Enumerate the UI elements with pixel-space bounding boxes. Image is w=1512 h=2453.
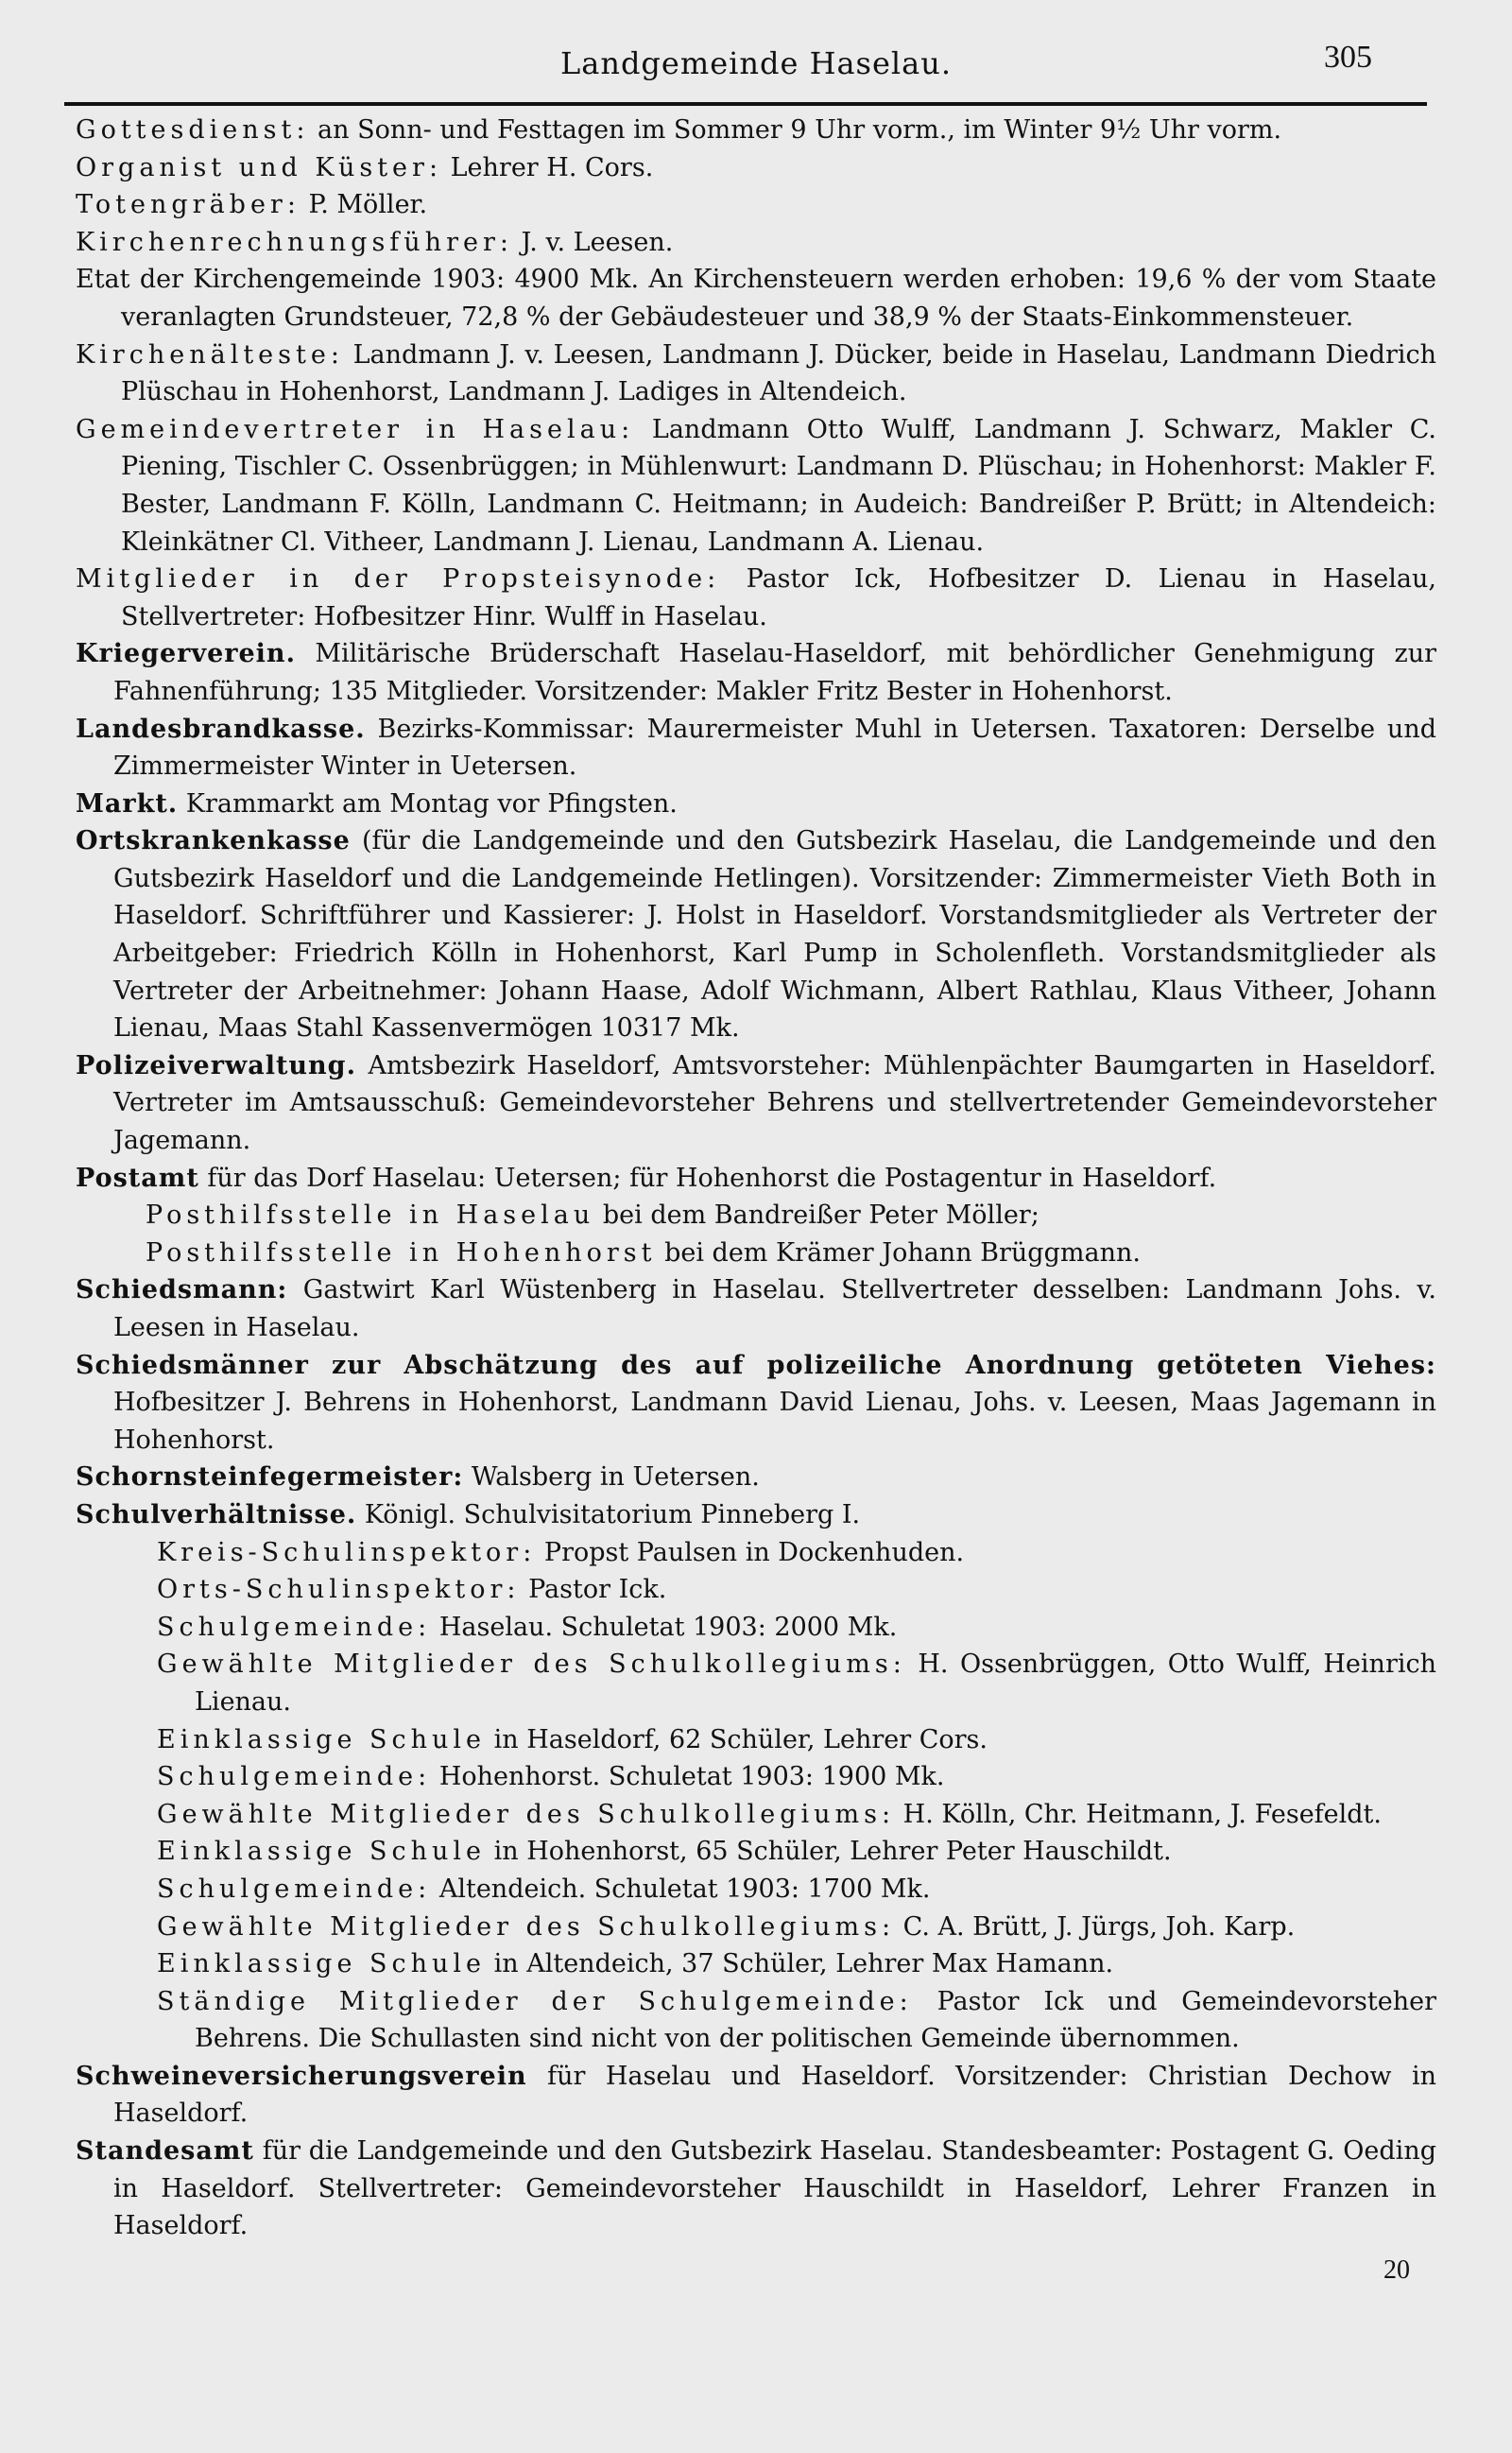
- entry-label: Posthilfsstelle in Haselau: [146, 1201, 595, 1231]
- entry-label: Markt.: [76, 788, 179, 819]
- entry-text: Militärische Brüderschaft Haselau-Haseldorf, mit behördlicher Genehmigung zur Fahnenführung; 135 Mitglieder. Vorsitzender: Makler Fritz Bester in Hohenhorst.: [113, 639, 1436, 706]
- entry-label: Gemeindevertreter in Haselau:: [76, 414, 635, 444]
- entry-label: Gewählte Mitglieder des Schulkollegiums:: [157, 1650, 906, 1680]
- entry-label: Schulgemeinde:: [157, 1612, 432, 1642]
- directory-entry: [76, 822, 1436, 1047]
- directory-entry: [76, 1534, 1436, 1572]
- entry-text: Pastor Ick und Gemeindevorsteher Behrens. Die Schullasten sind nicht von der politischen Gemeinde übernommen.: [195, 1986, 1436, 2054]
- directory-entry: [76, 1983, 1436, 2058]
- entry-text: für die Landgemeinde und den Gutsbezirk Haselau. Standesbeamter: Postagent G. Oeding in Haseldorf. Stellvertreter: Gemeindevorsteher Hauschildt in Haseldorf, Lehrer Franzen in Haseldorf.: [113, 2136, 1436, 2241]
- entry-label: Postamt: [76, 1163, 199, 1193]
- directory-entry: [76, 1160, 1436, 1198]
- entry-text: für Haselau und Haseldorf. Vorsitzender: Christian Dechow in Haseldorf.: [113, 2061, 1436, 2129]
- directory-entry: [76, 1796, 1436, 1834]
- entry-label: Standesamt: [76, 2136, 254, 2167]
- entry-label: Organist und Küster:: [76, 152, 443, 182]
- directory-entry: [76, 786, 1436, 823]
- entry-label: Gewählte Mitglieder des Schulkollegiums:: [157, 1911, 896, 1942]
- entry-text: bei dem Bandreißer Peter Möller;: [594, 1201, 1040, 1231]
- entry-label: Totengräber:: [76, 190, 301, 220]
- entry-label: Schornsteinfegermeister:: [76, 1462, 464, 1493]
- entry-label: Gewählte Mitglieder des Schulkollegiums:: [157, 1799, 896, 1829]
- directory-entry: [76, 561, 1436, 635]
- directory-entry: [76, 1758, 1436, 1796]
- directory-entry: [76, 186, 1436, 224]
- entry-label: Orts-Schulinspektor:: [157, 1575, 521, 1605]
- entry-label: Schulgemeinde:: [157, 1874, 432, 1904]
- entry-label: Schulgemeinde:: [157, 1762, 432, 1792]
- entry-label: Kreis-Schulinspektor:: [157, 1537, 537, 1567]
- directory-entry: [76, 1945, 1436, 1983]
- entry-label: Einklassige Schule: [157, 1949, 487, 1979]
- entry-label: Schulverhältnisse.: [76, 1499, 357, 1529]
- entry-label: Kriegerverein.: [76, 639, 296, 669]
- entry-text: Königl. Schulvisitatorium Pinneberg I.: [356, 1499, 861, 1529]
- entry-text: C. A. Brütt, J. Jürgs, Joh. Karp.: [895, 1911, 1296, 1942]
- directory-entry: [76, 2058, 1436, 2133]
- directory-entry: [76, 1909, 1436, 1946]
- entry-text: Hohenhorst. Schuletat 1903: 1900 Mk.: [431, 1762, 945, 1792]
- directory-entry: [76, 1496, 1436, 1534]
- directory-entry: [76, 1459, 1436, 1496]
- page-number: 305: [1324, 40, 1372, 75]
- directory-entry: [76, 1271, 1436, 1346]
- entry-text: Krammarkt am Montag vor Pfingsten.: [178, 788, 678, 819]
- entry-label: Landesbrandkasse.: [76, 714, 366, 744]
- directory-entry: [76, 1721, 1436, 1759]
- entry-text: Altendeich. Schuletat 1903: 1700 Mk.: [431, 1874, 931, 1904]
- directory-entry: [76, 149, 1436, 187]
- directory-entry: [76, 1047, 1436, 1160]
- entry-text: J. v. Leesen.: [512, 227, 674, 257]
- directory-entry: [76, 1571, 1436, 1609]
- directory-entry: [76, 337, 1436, 411]
- entry-text: Haselau. Schuletat 1903: 2000 Mk.: [431, 1612, 898, 1642]
- directory-entry: [76, 112, 1436, 149]
- entry-text: in Altendeich, 37 Schüler, Lehrer Max Hamann.: [486, 1949, 1114, 1979]
- entry-text: P. Möller.: [300, 190, 428, 220]
- directory-entry: [76, 261, 1436, 336]
- entry-text: für das Dorf Haselau: Uetersen; für Hohenhorst die Postagentur in Haseldorf.: [198, 1163, 1217, 1193]
- entry-label: Kirchenrechnungsführer:: [76, 227, 513, 257]
- directory-entries: [76, 112, 1436, 2245]
- entry-text: (für die Landgemeinde und den Gutsbezirk Haselau, die Landgemeinde und den Gutsbezirk Haseldorf und die Landgemeinde Hetlingen). Vorsitzender: Zimmermeister Vieth Both in Haseldorf. Schriftführer und Kassierer: J. Holst in Haseldorf. Vorstandsmitglieder als Vertreter der Arbeitgeber: Friedrich Kölln in Hohenhorst, Karl Pump in Scholenfleth. Vorstandsmitglieder als Vertreter der Arbeitnehmer: Johann Haase, Adolf Wichmann, Albert Rathlau, Klaus Vitheer, Johann Lienau, Maas Stahl Kassenvermögen 10317 Mk.: [113, 826, 1436, 1044]
- directory-entry: [76, 1235, 1436, 1272]
- directory-entry: [76, 2133, 1436, 2245]
- entry-label: Polizeiverwaltung.: [76, 1050, 356, 1080]
- directory-entry: [76, 1646, 1436, 1720]
- entry-text: bei dem Krämer Johann Brüggmann.: [656, 1237, 1141, 1268]
- entry-label: Schiedsmann:: [76, 1275, 288, 1305]
- entry-text: Landmann J. v. Leesen, Landmann J. Dücker, beide in Haselau, Landmann Diedrich Plüschau in Hohenhorst, Landmann J. Ladiges in Altendeich.: [121, 339, 1436, 407]
- signature-mark: 20: [1383, 2255, 1410, 2285]
- entry-text: H. Kölln, Chr. Heitmann, J. Fesefeldt.: [895, 1799, 1382, 1829]
- running-head-title: Landgemeinde Haselau.: [560, 45, 952, 81]
- entry-text: in Haseldorf, 62 Schüler, Lehrer Cors.: [486, 1724, 988, 1754]
- entry-label: Schiedsmänner zur Abschätzung des auf polizeiliche Anordnung getöteten Viehes:: [76, 1350, 1436, 1380]
- entry-text: Walsberg in Uetersen.: [463, 1462, 760, 1493]
- entry-text: Etat der Kirchengemeinde 1903: 4900 Mk. An Kirchensteuern werden erhoben: 19,6 % der vom Staate veranlagten Grundsteuer, 72,8 % der Gebäudesteuer und 38,9 % der Staats-Einkommensteuer.: [76, 265, 1436, 332]
- entry-label: Ständige Mitglieder der Schulgemeinde:: [157, 1986, 913, 2016]
- entry-label: Einklassige Schule: [157, 1837, 487, 1867]
- entry-text: an Sonn- und Festtagen im Sommer 9 Uhr vorm., im Winter 9½ Uhr vorm.: [309, 115, 1282, 145]
- directory-entry: [76, 1833, 1436, 1871]
- directory-entry: [76, 1609, 1436, 1647]
- directory-entry: [76, 1197, 1436, 1235]
- entry-label: Kirchenälteste:: [76, 339, 344, 370]
- entry-label: Mitglieder in der Propsteisynode:: [76, 564, 721, 595]
- directory-entry: [76, 411, 1436, 561]
- entry-label: Einklassige Schule: [157, 1724, 487, 1754]
- entry-text: Landmann Otto Wulff, Landmann J. Schwarz, Makler C. Piening, Tischler C. Ossenbrüggen; in Mühlenwurt: Landmann D. Plüschau; in Hohenhorst: Makler F. Bester, Landmann F. Kölln, Landmann C. Heitmann; in Audeich: Bandreißer P. Brütt; in Altendeich: Kleinkätner Cl. Vitheer, Landmann J. Lienau, Landmann A. Lienau.: [121, 414, 1436, 557]
- entry-label: Ortskrankenkasse: [76, 826, 351, 856]
- entry-label: Posthilfsstelle in Hohenhorst: [146, 1237, 657, 1268]
- header-rule: [64, 102, 1427, 106]
- entry-label: Gottesdienst:: [76, 115, 310, 145]
- entry-text: Lehrer H. Cors.: [442, 152, 654, 182]
- entry-label: Schweineversicherungsverein: [76, 2061, 527, 2091]
- entry-text: Hofbesitzer J. Behrens in Hohenhorst, Landmann David Lienau, Johs. v. Leesen, Maas Jagemann in Hohenhorst.: [113, 1388, 1436, 1455]
- entry-text: Propst Paulsen in Dockenhuden.: [536, 1537, 965, 1567]
- directory-entry: [76, 1871, 1436, 1909]
- directory-entry: [76, 224, 1436, 262]
- directory-entry: [76, 711, 1436, 786]
- entry-text: in Hohenhorst, 65 Schüler, Lehrer Peter Hauschildt.: [486, 1837, 1172, 1867]
- entry-text: Pastor Ick, Hofbesitzer D. Lienau in Haselau, Stellvertreter: Hofbesitzer Hinr. Wulff in Haselau.: [121, 564, 1436, 631]
- entry-text: H. Ossenbrüggen, Otto Wulff, Heinrich Lienau.: [195, 1650, 1436, 1717]
- entry-text: Pastor Ick.: [520, 1575, 667, 1605]
- directory-entry: [76, 1347, 1436, 1460]
- entry-text: Amtsbezirk Haseldorf, Amtsvorsteher: Mühlenpächter Baumgarten in Haseldorf. Vertreter im Amtsausschuß: Gemeindevorsteher Behrens und stellvertretender Gemeindevorsteher Jagemann.: [113, 1050, 1436, 1156]
- directory-entry: [76, 635, 1436, 710]
- entry-text: Gastwirt Karl Wüstenberg in Haselau. Stellvertreter desselben: Landmann Johs. v. Leesen in Haselau.: [113, 1275, 1436, 1342]
- entry-text: Bezirks-Kommissar: Maurermeister Muhl in Uetersen. Taxatoren: Derselbe und Zimmermeister Winter in Uetersen.: [113, 714, 1436, 782]
